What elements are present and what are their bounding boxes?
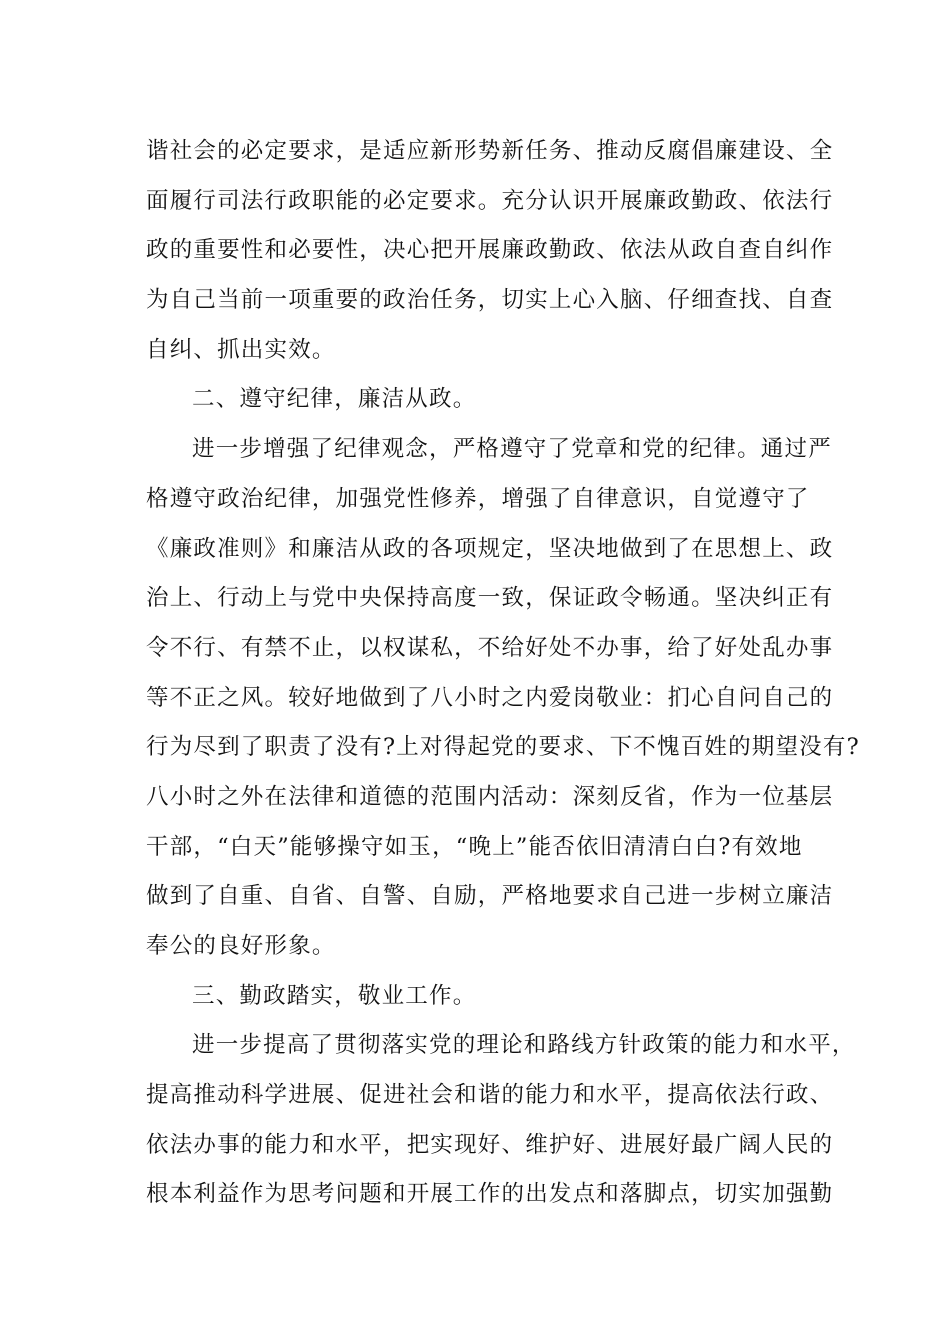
text-line: 根本利益作为思考问题和开展工作的出发点和落脚点，切实加强勤 <box>146 1181 834 1208</box>
text-line: 面履行司法行政职能的必定要求。充分认识开展廉政勤政、依法行 <box>146 187 834 214</box>
text-line: 做到了自重、自省、自警、自励，严格地要求自己进一步树立廉洁 <box>146 883 834 910</box>
text-line: 自纠、抓出实效。 <box>146 336 336 363</box>
text-line: 谐社会的必定要求，是适应新形势新任务、推动反腐倡廉建设、全 <box>146 138 834 164</box>
text-line: 提高推动科学进展、促进社会和谐的能力和水平，提高依法行政、 <box>146 1082 834 1109</box>
paragraph-first-line: 进一步提高了贯彻落实党的理论和路线方针政策的能力和水平， <box>192 1032 856 1059</box>
text-line: 政的重要性和必要性，决心把开展廉政勤政、依法从政自查自纠作 <box>146 237 834 264</box>
text-line: 为自己当前一项重要的政治任务，切实上心入脑、仔细查找、自查 <box>146 287 834 314</box>
text-line: 格遵守政治纪律，加强党性修养，增强了自律意识，自觉遵守了 <box>146 485 810 512</box>
paragraph-first-line: 进一步增强了纪律观念，严格遵守了党章和党的纪律。通过严 <box>192 436 832 463</box>
text-line: 依法办事的能力和水平，把实现好、维护好、进展好最广阔人民的 <box>146 1131 834 1158</box>
text-line: 奉公的良好形象。 <box>146 933 336 959</box>
text-line: 等不正之风。较好地做到了八小时之内爱岗敬业：扪心自问自己的 <box>146 684 834 711</box>
document-body <box>146 127 860 1220</box>
text-line: 行为尽到了职责了没有?上对得起党的要求、下不愧百姓的期望没有? <box>146 734 860 761</box>
text-line: 令不行、有禁不止，以权谋私，不给好处不办事，给了好处乱办事 <box>146 634 834 661</box>
text-line: 治上、行动上与党中央保持高度一致，保证政令畅通。坚决纠正有 <box>146 585 834 612</box>
section-heading-3: 三、勤政踏实，敬业工作。 <box>192 982 477 1009</box>
text-line: 《廉政准则》和廉洁从政的各项规定，坚决地做到了在思想上、政 <box>146 535 834 562</box>
section-heading-2: 二、遵守纪律，廉洁从政。 <box>192 386 477 413</box>
text-line: 八小时之外在法律和道德的范围内活动：深刻反省，作为一位基层 <box>146 783 834 810</box>
text-line: 干部，“白天”能够操守如玉，“晚上”能否依旧清清白白?有效地 <box>146 833 803 860</box>
